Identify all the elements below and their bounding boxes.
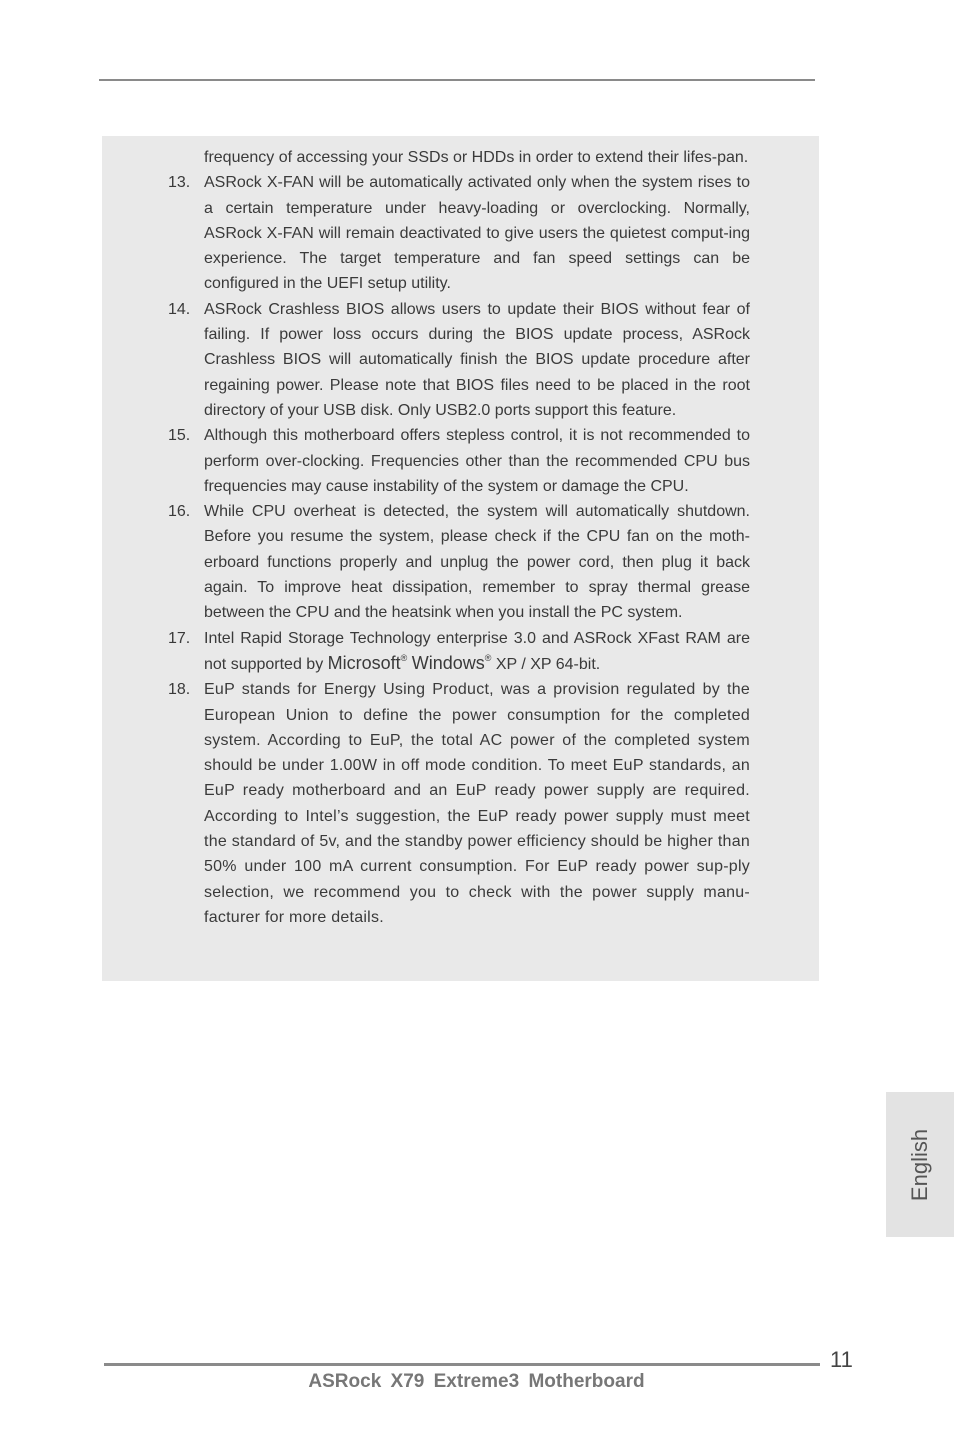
language-tab-label: English [907, 1128, 932, 1201]
note-number: 18. [168, 681, 191, 699]
note-continuation-text: frequency of accessing your SSDs or HDDs in order to extend their lifes-pan. [204, 149, 749, 166]
brand-windows: Windows [411, 652, 485, 673]
note-item-13 [102, 170, 750, 296]
note-text: While CPU overheat is detected, the system will automatically shutdown. Before you resume the system, please check if the CPU fan on the moth-erboard functions properly and unplug the power cord, then plug it back again. To improve heat dissipation, remember to spray thermal grease between the CPU and the heatsink when you install the PC system. [204, 503, 750, 622]
note-number: 14. [168, 300, 191, 318]
note-item-17 [102, 626, 750, 678]
note-item-15 [102, 423, 750, 499]
brand-microsoft: Microsoft [327, 652, 401, 673]
note-number: 17. [168, 629, 191, 647]
page-number: 11 [830, 1347, 853, 1372]
registered-mark: ® [484, 652, 492, 663]
bottom-rule [104, 1363, 820, 1366]
note-number: 16. [168, 503, 191, 521]
top-rule [99, 79, 815, 81]
note-continuation [102, 145, 750, 170]
note-text: Although this motherboard offers stepless control, it is not recommended to perform over-clocking. Frequencies other than the recommended CPU bus frequencies may cause instability of the system or damage the CPU. [204, 427, 750, 495]
language-tab [886, 1092, 954, 1237]
note-number: 13. [168, 174, 191, 192]
note-item-16 [102, 499, 750, 625]
note-text: ASRock Crashless BIOS allows users to update their BIOS without fear of failing. If power loss occurs during the BIOS update process, ASRock Crashless BIOS will automatically finish the BIOS update procedure after regaining power. Please note that BIOS files need to be placed in the root directory of your USB disk. Only USB2.0 ports support this feature. [204, 300, 750, 419]
note-text: ASRock X-FAN will be automatically activated only when the system rises to a certain temperature under heavy-loading or overclocking. Normally, ASRock X-FAN will remain deactivated to give users the quietest comput-ing experience. The target temperature and fan speed settings can be configured in the UEFI setup utility. [204, 174, 750, 293]
footer-title: ASRock X79 Extreme3 Motherboard [308, 1371, 645, 1392]
note-number: 15. [168, 427, 191, 445]
note-text-after: XP / XP 64-bit. [491, 655, 601, 673]
note-text-before: Intel Rapid Storage Technology enterprise 3.0 and ASRock XFast RAM are not supported by [204, 629, 750, 673]
note-text: EuP stands for Energy Using Product, was a provision regulated by the European Union to define the power consumption for the completed system. According to EuP, the total AC power of the completed system should be under 1.00W in off mode condition. To meet EuP standards, an EuP ready motherboard and an EuP ready power supply are required. According to Intel’s suggestion, the EuP ready power supply must meet the standard of 5v, and the standby power efficiency should be higher than 50% under 100 mA current consumption. For EuP ready power sup-ply selection, we recommend you to check with the power supply manu-facturer for more details. [204, 681, 750, 926]
notes-panel [102, 136, 819, 981]
note-item-18 [102, 677, 750, 930]
notes-list [102, 145, 819, 930]
note-item-14 [102, 297, 750, 423]
note-text [204, 626, 750, 678]
registered-mark: ® [400, 652, 408, 663]
